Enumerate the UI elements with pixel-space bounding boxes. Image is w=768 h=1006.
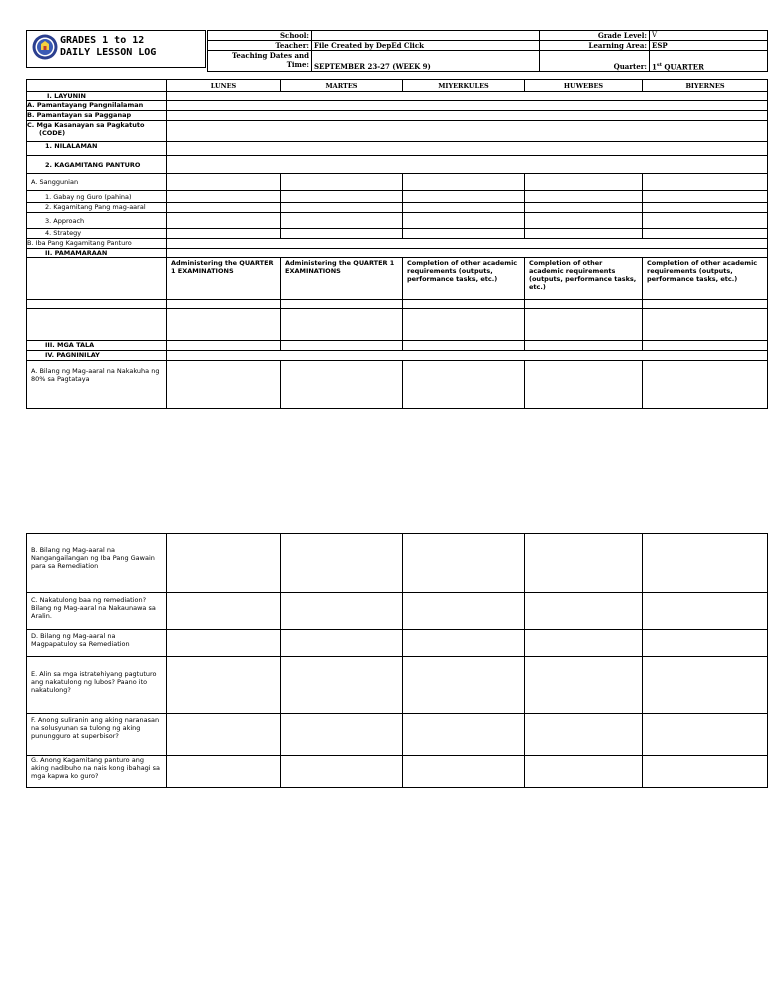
- row-blank-a-lunes[interactable]: [167, 300, 281, 309]
- strategy-huwebes[interactable]: [525, 229, 643, 239]
- bilang-80-lunes[interactable]: [167, 361, 281, 409]
- problems-solved-lunes[interactable]: [167, 714, 281, 756]
- strategy-lunes[interactable]: [167, 229, 281, 239]
- pamamaraan-huwebes[interactable]: Completion of other academic requirements (outputs, performance tasks, etc.): [525, 258, 643, 300]
- gabay-miyerkules[interactable]: [403, 191, 525, 203]
- quarter-label: Quarter:: [540, 51, 650, 72]
- continue-remediation-miyerkules[interactable]: [403, 630, 525, 657]
- strategies-helped-martes[interactable]: [281, 657, 403, 714]
- gabay-biyernes[interactable]: [643, 191, 768, 203]
- mag-aaral-huwebes[interactable]: [525, 203, 643, 213]
- label-kagamitang-mag-aaral: 2. Kagamitang Pang mag-aaral: [27, 203, 167, 213]
- row-blank-b-biyernes[interactable]: [643, 309, 768, 341]
- row-blank-b-huwebes[interactable]: [525, 309, 643, 341]
- label-pamantayang-pangnilalaman: A. Pamantayang Pangnilalaman: [27, 101, 167, 111]
- gabay-huwebes[interactable]: [525, 191, 643, 203]
- strategy-miyerkules[interactable]: [403, 229, 525, 239]
- mga-kasanayan-code: (CODE): [39, 129, 66, 137]
- title-line-1: GRADES 1 to 12: [60, 35, 145, 46]
- layunin-content[interactable]: [167, 92, 768, 101]
- materials-share-huwebes[interactable]: [525, 756, 643, 788]
- bilang-80-huwebes[interactable]: [525, 361, 643, 409]
- teaching-dates-label: [208, 51, 312, 72]
- pamamaraan-biyernes[interactable]: Completion of other academic requirements (outputs, performance tasks, etc.): [643, 258, 768, 300]
- materials-share-biyernes[interactable]: [643, 756, 768, 788]
- approach-huwebes[interactable]: [525, 213, 643, 229]
- remediation-helped-martes[interactable]: [281, 593, 403, 630]
- continue-remediation-lunes[interactable]: [167, 630, 281, 657]
- row-blank-a-miyerkules[interactable]: [403, 300, 525, 309]
- problems-solved-martes[interactable]: [281, 714, 403, 756]
- continue-remediation-biyernes[interactable]: [643, 630, 768, 657]
- row-blank-b-lunes[interactable]: [167, 309, 281, 341]
- label-problems-solved: F. Anong suliranin ang aking naranasan na solusyunan sa tulong ng aking punungguro at superbisor?: [27, 714, 167, 756]
- sanggunian-miyerkules[interactable]: [403, 174, 525, 191]
- mga-tala-huwebes[interactable]: [525, 341, 643, 351]
- label-remediation-helped: C. Nakatulong baa ng remediation? Bilang ng Mag-aaral na Nakaunawa sa Aralin.: [27, 593, 167, 630]
- iba-pang-kagamitang-content[interactable]: [167, 239, 768, 249]
- header-info-table: [207, 30, 768, 72]
- gabay-martes[interactable]: [281, 191, 403, 203]
- title-line-2: DAILY LESSON LOG: [60, 47, 157, 58]
- day-header-lunes: LUNES: [167, 80, 281, 92]
- reflection-table: [26, 533, 768, 788]
- bilang-80-miyerkules[interactable]: [403, 361, 525, 409]
- label-pamantayan-sa-pagganap: B. Pamantayan sa Pagganap: [27, 111, 167, 121]
- label-bilang-80: A. Bilang ng Mag-aaral na Nakakuha ng 80% sa Pagtataya: [27, 361, 167, 409]
- school-value[interactable]: [312, 31, 540, 41]
- quarter-number: 1: [652, 62, 657, 71]
- label-mga-kasanayan: [27, 121, 167, 142]
- mag-aaral-biyernes[interactable]: [643, 203, 768, 213]
- strategies-helped-lunes[interactable]: [167, 657, 281, 714]
- label-remediation-needed: B. Bilang ng Mag-aaral na Nangangailangan ng Iba Pang Gawain para sa Remediation: [27, 534, 167, 593]
- kagamitang-panturo-content[interactable]: [167, 156, 768, 174]
- day-header-miyerkules: MIYERKULES: [403, 80, 525, 92]
- mag-aaral-martes[interactable]: [281, 203, 403, 213]
- pamantayan-sa-pagganap-content[interactable]: [167, 111, 768, 121]
- problems-solved-biyernes[interactable]: [643, 714, 768, 756]
- bilang-80-martes[interactable]: [281, 361, 403, 409]
- row-blank-b-martes[interactable]: [281, 309, 403, 341]
- label-continue-remediation: D. Bilang ng Mag-aaral na Magpapatuloy sa Remediation: [27, 630, 167, 657]
- sanggunian-huwebes[interactable]: [525, 174, 643, 191]
- gabay-lunes[interactable]: [167, 191, 281, 203]
- approach-martes[interactable]: [281, 213, 403, 229]
- section-mga-tala: III. MGA TALA: [27, 341, 167, 351]
- mga-kasanayan-text: C. Mga Kasanayan sa Pagkatuto: [27, 121, 145, 129]
- section-layunin: I. LAYUNIN: [27, 92, 167, 101]
- label-approach: 3. Approach: [27, 213, 167, 229]
- row-blank-a-huwebes[interactable]: [525, 300, 643, 309]
- approach-biyernes[interactable]: [643, 213, 768, 229]
- remediation-helped-miyerkules[interactable]: [403, 593, 525, 630]
- remediation-helped-lunes[interactable]: [167, 593, 281, 630]
- remediation-needed-miyerkules[interactable]: [403, 534, 525, 593]
- strategies-helped-huwebes[interactable]: [525, 657, 643, 714]
- row-blank-a-biyernes[interactable]: [643, 300, 768, 309]
- row-blank-b-label: [27, 309, 167, 341]
- row-blank-a-martes[interactable]: [281, 300, 403, 309]
- label-strategy: 4. Strategy: [27, 229, 167, 239]
- bilang-80-biyernes[interactable]: [643, 361, 768, 409]
- pamamaraan-header-content[interactable]: [167, 249, 768, 258]
- mga-tala-miyerkules[interactable]: [403, 341, 525, 351]
- remediation-helped-huwebes[interactable]: [525, 593, 643, 630]
- teaching-dates-label-line2: Time:: [286, 60, 309, 69]
- day-header-huwebes: HUWEBES: [525, 80, 643, 92]
- mag-aaral-lunes[interactable]: [167, 203, 281, 213]
- day-header-biyernes: BIYERNES: [643, 80, 768, 92]
- row-blank-b-miyerkules[interactable]: [403, 309, 525, 341]
- teacher-value[interactable]: File Created by DepEd Click: [312, 41, 540, 51]
- remediation-needed-martes[interactable]: [281, 534, 403, 593]
- quarter-value[interactable]: [650, 51, 768, 72]
- strategy-biyernes[interactable]: [643, 229, 768, 239]
- mag-aaral-miyerkules[interactable]: [403, 203, 525, 213]
- approach-lunes[interactable]: [167, 213, 281, 229]
- school-label: School:: [208, 31, 312, 41]
- label-strategies-helped: E. Alin sa mga istratehiyang pagtuturo ang nakatulong ng lubos? Paano ito nakatulong?: [27, 657, 167, 714]
- corner-cell: [27, 80, 167, 92]
- label-sanggunian: A. Sanggunian: [27, 174, 167, 191]
- strategies-helped-biyernes[interactable]: [643, 657, 768, 714]
- pamamaraan-martes[interactable]: Administering the QUARTER 1 EXAMINATIONS: [281, 258, 403, 300]
- strategies-helped-miyerkules[interactable]: [403, 657, 525, 714]
- grade-level-value[interactable]: V: [650, 31, 768, 41]
- remediation-helped-biyernes[interactable]: [643, 593, 768, 630]
- day-header-martes: MARTES: [281, 80, 403, 92]
- problems-solved-huwebes[interactable]: [525, 714, 643, 756]
- row-blank-a-label: [27, 300, 167, 309]
- section-pamamaraan: II. PAMAMARAAN: [27, 249, 167, 258]
- teacher-label: Teacher:: [208, 41, 312, 51]
- continue-remediation-martes[interactable]: [281, 630, 403, 657]
- lesson-log-table: [26, 79, 768, 409]
- pamantayang-pangnilalaman-content[interactable]: [167, 101, 768, 111]
- mga-tala-martes[interactable]: [281, 341, 403, 351]
- learning-area-value[interactable]: ESP: [650, 41, 768, 51]
- pagninilay-content[interactable]: [167, 351, 768, 361]
- section-pagninilay: IV. PAGNINILAY: [27, 351, 167, 361]
- mga-kasanayan-content[interactable]: [167, 121, 768, 142]
- mga-tala-biyernes[interactable]: [643, 341, 768, 351]
- remediation-needed-lunes[interactable]: [167, 534, 281, 593]
- pamamaraan-lunes[interactable]: Administering the QUARTER 1 EXAMINATIONS: [167, 258, 281, 300]
- nilalaman-content[interactable]: [167, 142, 768, 156]
- label-iba-pang-kagamitang: B. Iba Pang Kagamitang Panturo: [27, 239, 167, 249]
- grade-level-label: Grade Level:: [540, 31, 650, 41]
- teaching-dates-value[interactable]: SEPTEMBER 23-27 (WEEK 9): [312, 51, 540, 72]
- label-materials-share: G. Anong Kagamitang panturo ang aking nadibuho na nais kong ibahagi sa mga kapwa ko guro?: [27, 756, 167, 788]
- section-nilalaman: 1. NILALAMAN: [27, 142, 167, 156]
- materials-share-miyerkules[interactable]: [403, 756, 525, 788]
- sanggunian-martes[interactable]: [281, 174, 403, 191]
- pamamaraan-miyerkules[interactable]: Completion of other academic requirements (outputs, performance tasks, etc.): [403, 258, 525, 300]
- materials-share-lunes[interactable]: [167, 756, 281, 788]
- section-kagamitang-panturo: 2. KAGAMITANG PANTURO: [27, 156, 167, 174]
- strategy-martes[interactable]: [281, 229, 403, 239]
- remediation-needed-biyernes[interactable]: [643, 534, 768, 593]
- teaching-dates-label-line1: Teaching Dates and: [231, 51, 309, 60]
- sanggunian-lunes[interactable]: [167, 174, 281, 191]
- deped-seal-logo: [32, 34, 58, 60]
- mga-tala-lunes[interactable]: [167, 341, 281, 351]
- pamamaraan-label-blank: [27, 258, 167, 300]
- label-gabay-ng-guro: 1. Gabay ng Guro (pahina): [27, 191, 167, 203]
- problems-solved-miyerkules[interactable]: [403, 714, 525, 756]
- materials-share-martes[interactable]: [281, 756, 403, 788]
- sanggunian-biyernes[interactable]: [643, 174, 768, 191]
- learning-area-label: Learning Area:: [540, 41, 650, 51]
- remediation-needed-huwebes[interactable]: [525, 534, 643, 593]
- quarter-suffix: st: [656, 61, 662, 68]
- approach-miyerkules[interactable]: [403, 213, 525, 229]
- quarter-word: QUARTER: [662, 62, 704, 71]
- continue-remediation-huwebes[interactable]: [525, 630, 643, 657]
